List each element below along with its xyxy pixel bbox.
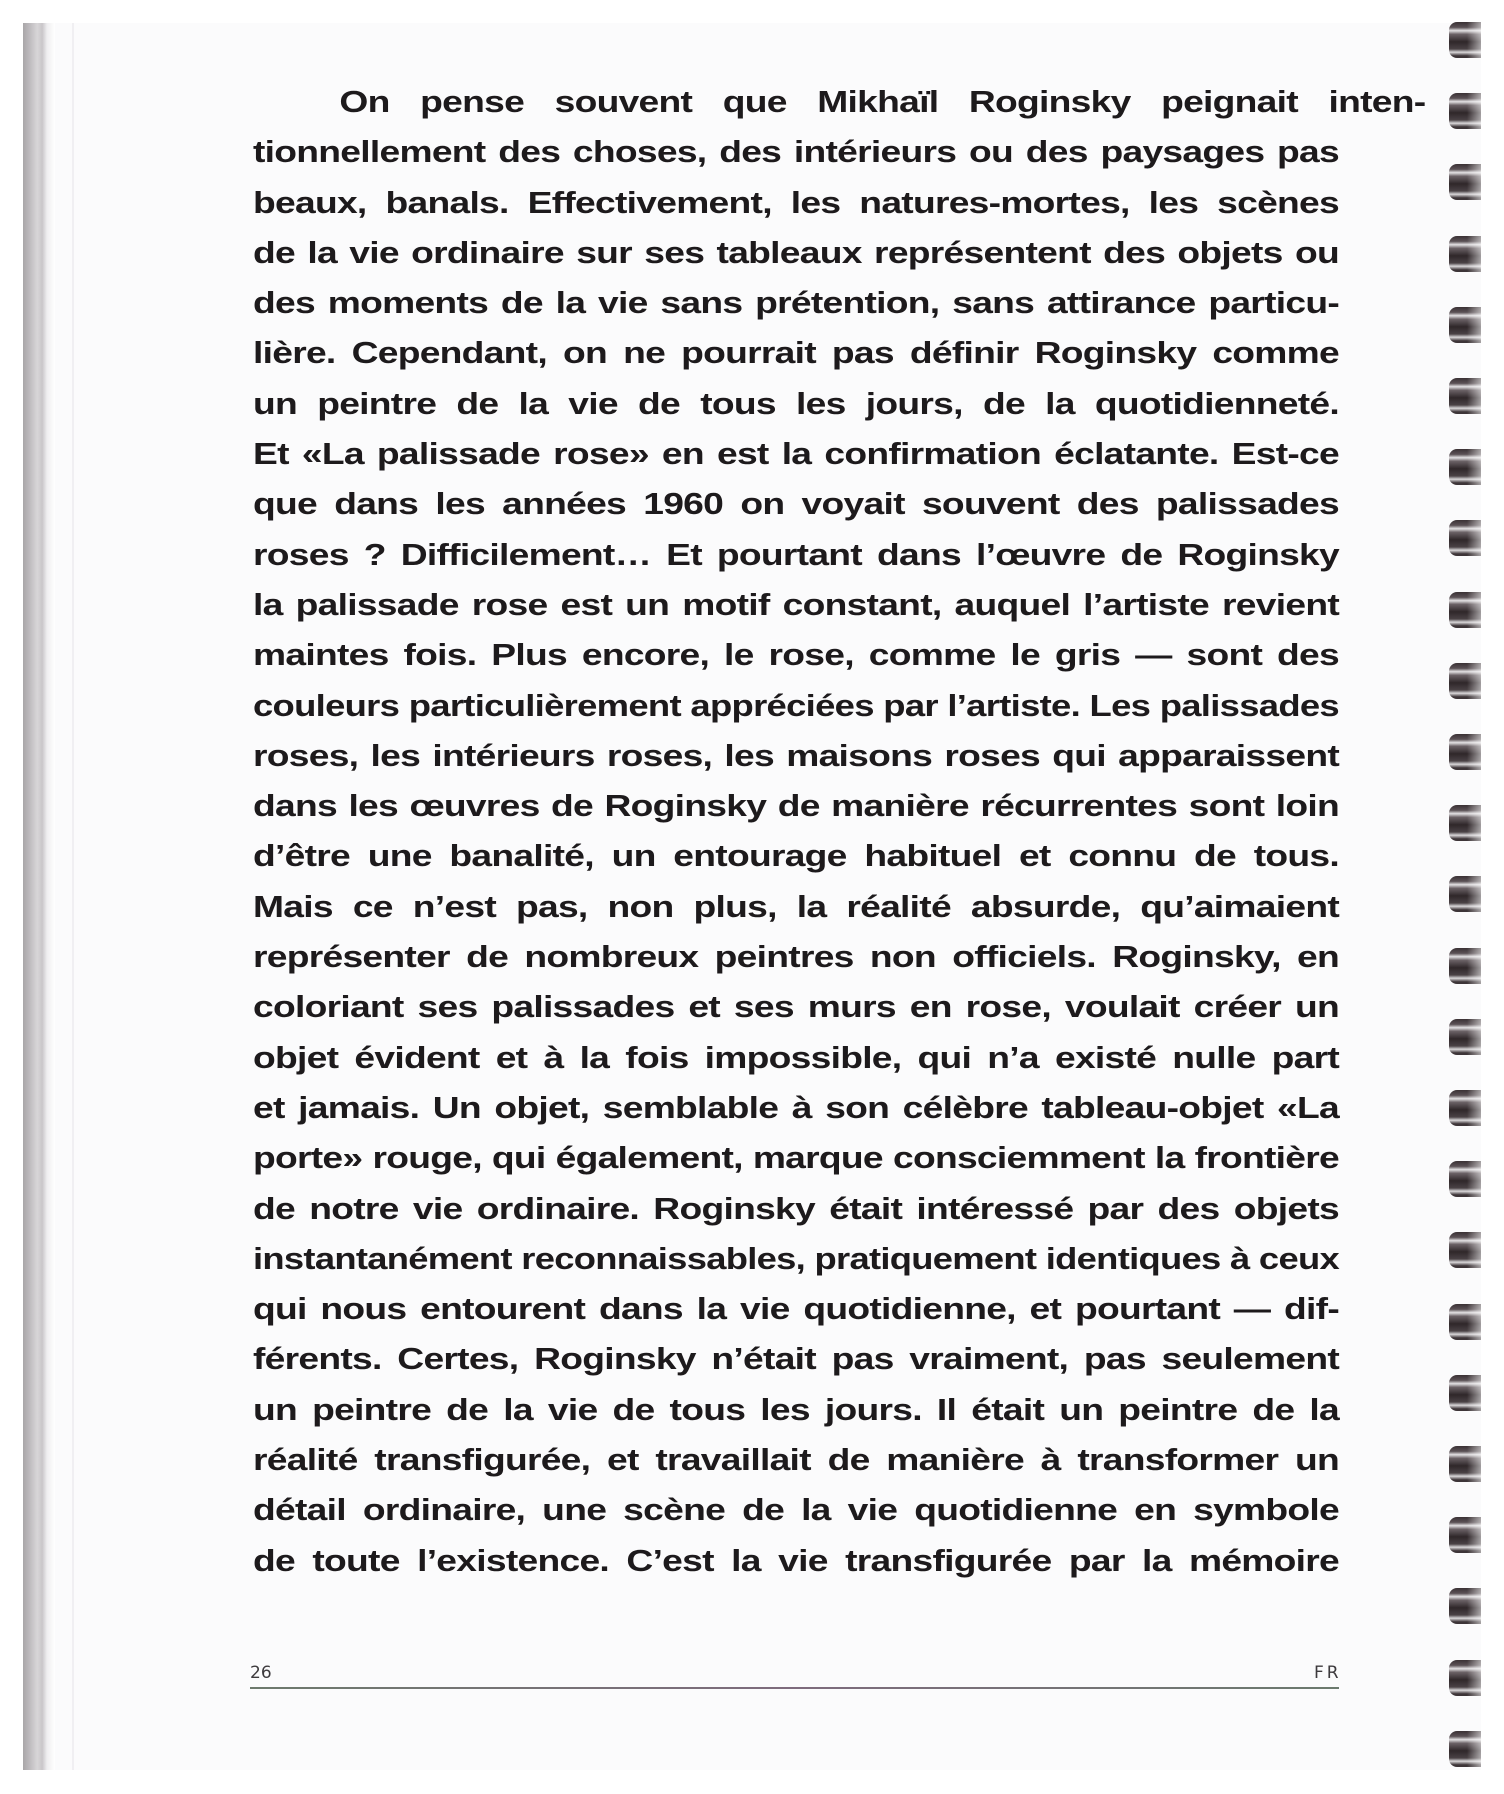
text-line: On pense souvent que Mikhaïl Roginsky peignait inten- (339, 84, 1426, 119)
spiral-coil-icon (1449, 805, 1481, 841)
text-line: d’être une banalité, un entourage habituel et connu de tous. (253, 838, 1339, 874)
spiral-coil-icon (1449, 1446, 1481, 1482)
text-line: roses ? Difficilement… Et pourtant dans l’œuvre de Roginsky (253, 536, 1339, 572)
spiral-coil-icon (1449, 449, 1481, 485)
spiral-coil-icon (1449, 378, 1481, 414)
spiral-coil-icon (1449, 164, 1481, 200)
spiral-coil-icon (1449, 1375, 1481, 1411)
spiral-coil-icon (1449, 876, 1481, 912)
spiral-coil-icon (1449, 948, 1481, 984)
text-line: des moments de la vie sans prétention, sans attirance particu- (253, 285, 1339, 321)
spiral-coil-icon (1449, 1588, 1481, 1624)
text-line: férents. Certes, Roginsky n’était pas vraiment, pas seulement (253, 1341, 1339, 1377)
text-line: un peintre de la vie de tous les jours, de la quotidienneté. (253, 385, 1339, 421)
text-line: coloriant ses palissades et ses murs en rose, voulait créer un (253, 989, 1339, 1025)
text-line: porte» rouge, qui également, marque consciemment la frontière (253, 1140, 1339, 1176)
text-line: représenter de nombreux peintres non officiels. Roginsky, en (253, 939, 1339, 975)
text-line: maintes fois. Plus encore, le rose, comme le gris — sont des (253, 637, 1339, 673)
spiral-coil-icon (1449, 307, 1481, 343)
text-line: que dans les années 1960 on voyait souvent des palissades (253, 486, 1339, 522)
spiral-coil-icon (1449, 93, 1481, 129)
spiral-coil-icon (1449, 1019, 1481, 1055)
text-line: instantanément reconnaissables, pratiquement identiques à ceux (253, 1240, 1339, 1276)
text-line: lière. Cependant, on ne pourrait pas définir Roginsky comme (253, 335, 1339, 371)
text-line: de la vie ordinaire sur ses tableaux représentent des objets ou (253, 234, 1339, 270)
text-line: réalité transfigurée, et travaillait de manière à transformer un (253, 1442, 1339, 1478)
body-text (253, 77, 1426, 1586)
page-edge-line (72, 23, 74, 1770)
spiral-coil-icon (1449, 592, 1481, 628)
text-line: de notre vie ordinaire. Roginsky était intéressé par des objets (253, 1190, 1339, 1226)
text-line: beaux, banals. Effectivement, les natures-mortes, les scènes (253, 184, 1339, 220)
language-label: FR (1314, 1663, 1342, 1683)
text-line: de toute l’existence. C’est la vie transfigurée par la mémoire (253, 1542, 1339, 1578)
text-line: un peintre de la vie de tous les jours. Il était un peintre de la (253, 1391, 1339, 1427)
text-line: couleurs particulièrement appréciées par l’artiste. Les palissades (253, 687, 1339, 723)
spiral-coil-icon (1449, 236, 1481, 272)
text-line: la palissade rose est un motif constant, auquel l’artiste revient (253, 586, 1339, 622)
footer-rule (250, 1687, 1339, 1689)
text-line: qui nous entourent dans la vie quotidienne, et pourtant — dif- (253, 1291, 1339, 1327)
spiral-coil-icon (1449, 1660, 1481, 1696)
spiral-coil-icon (1449, 1232, 1481, 1268)
text-line: dans les œuvres de Roginsky de manière récurrentes sont loin (253, 788, 1339, 824)
text-line: détail ordinaire, une scène de la vie quotidienne en symbole (253, 1492, 1339, 1528)
spiral-coil-icon (1449, 1161, 1481, 1197)
text-line: Mais ce n’est pas, non plus, la réalité absurde, qu’aimaient (253, 888, 1339, 924)
spiral-coil-icon (1449, 22, 1481, 58)
spiral-coil-icon (1449, 1304, 1481, 1340)
spiral-coil-icon (1449, 1090, 1481, 1126)
text-line: tionnellement des choses, des intérieurs ou des paysages pas (253, 134, 1339, 170)
text-line: objet évident et à la fois impossible, qui n’a existé nulle part (253, 1039, 1339, 1075)
text-line: et jamais. Un objet, semblable à son célèbre tableau-objet «La (253, 1089, 1339, 1125)
spiral-coil-icon (1449, 734, 1481, 770)
spiral-coil-icon (1449, 663, 1481, 699)
text-line: roses, les intérieurs roses, les maisons roses qui apparaissent (253, 737, 1339, 773)
spiral-coil-icon (1449, 1731, 1481, 1767)
spiral-coil-icon (1449, 1517, 1481, 1553)
spiral-coil-icon (1449, 520, 1481, 556)
text-line: Et «La palissade rose» en est la confirmation éclatante. Est-ce (253, 436, 1339, 472)
page-number: 26 (250, 1663, 272, 1683)
page-gutter-shadow (23, 23, 55, 1770)
